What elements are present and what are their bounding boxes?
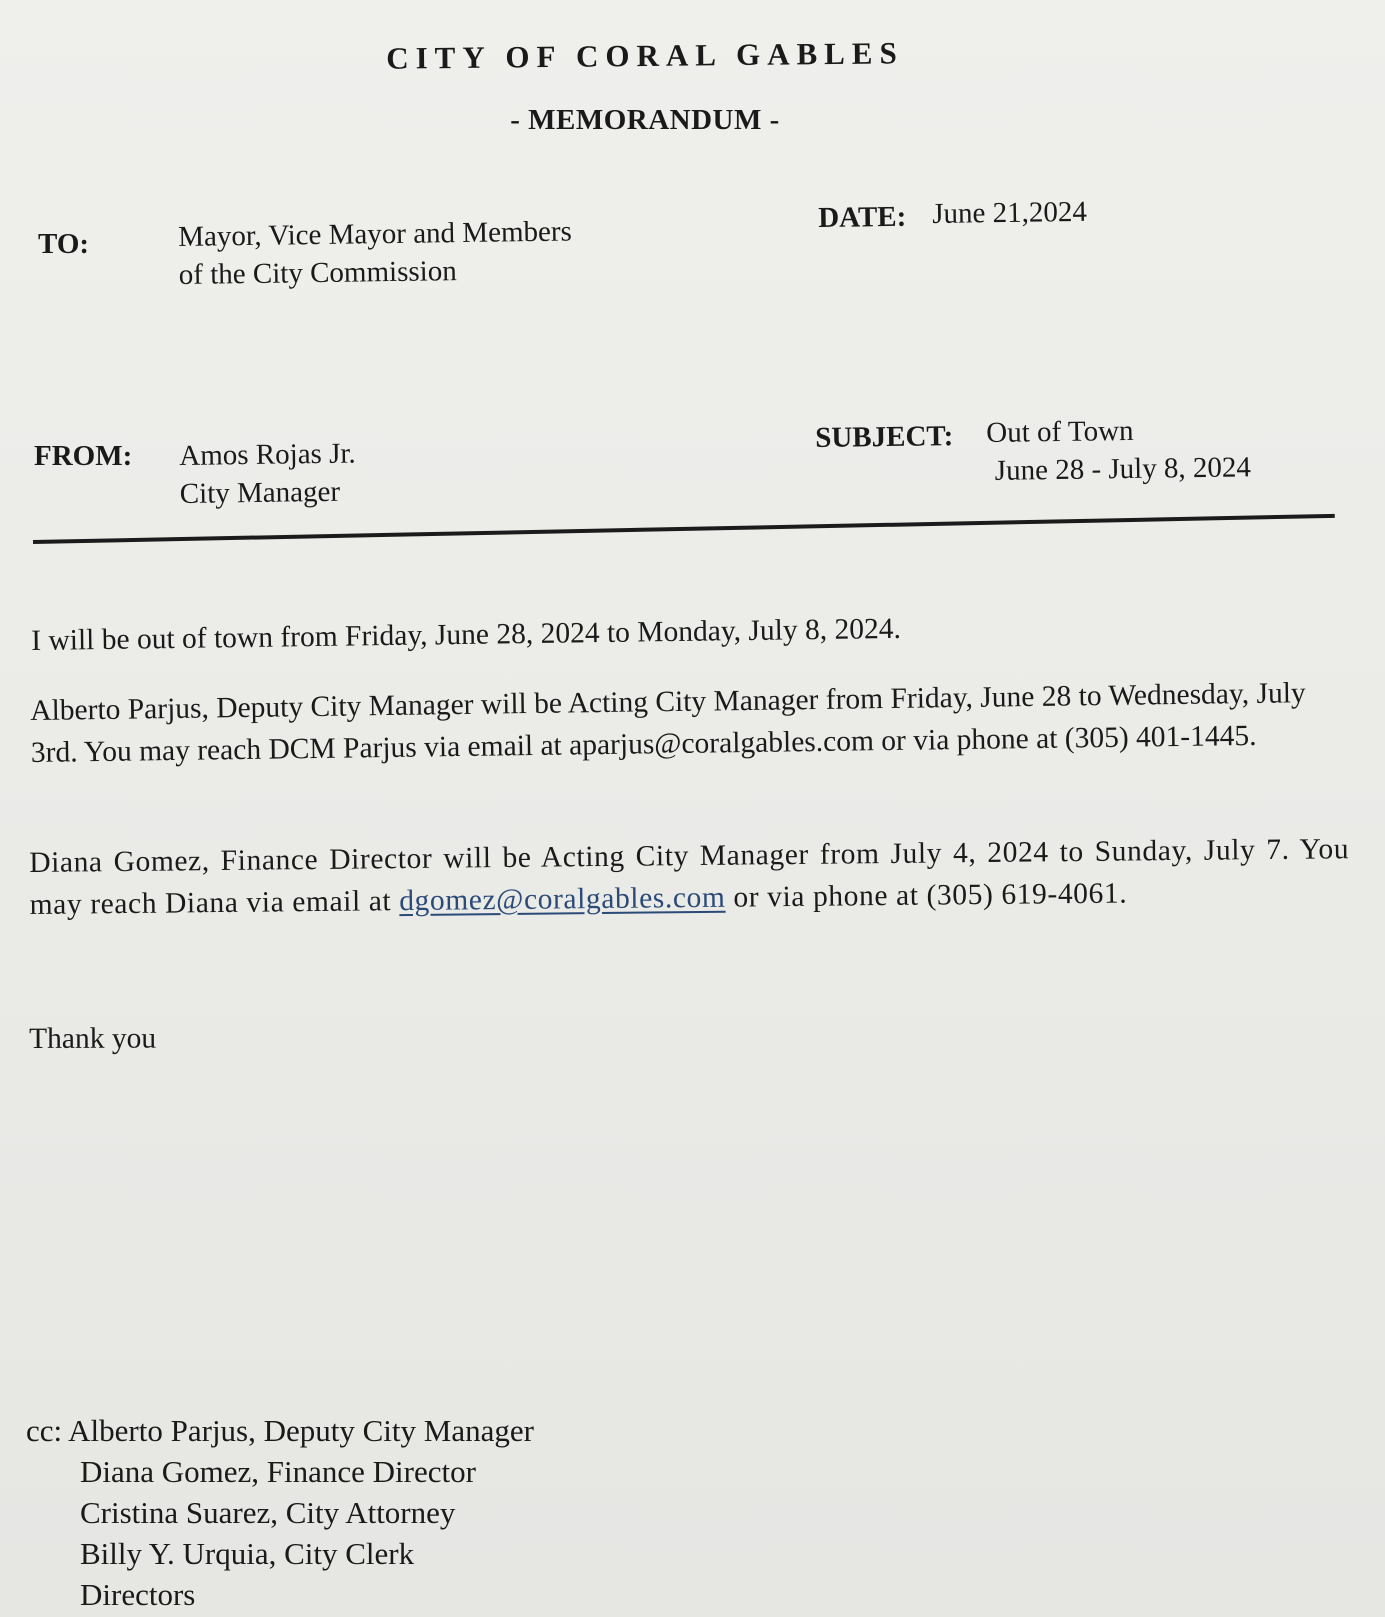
from-sender bbox=[179, 435, 356, 513]
body-paragraph-2: Alberto Parjus, Deputy City Manager will be Acting City Manager from Friday, June 28 to Wednesday, July 3rd. You may reach DCM Parjus via email at aparjus@coralgables.com or via phone at (305) 401-1445. bbox=[30, 677, 1306, 769]
cc-item: Cristina Suarez, City Attorney bbox=[80, 1495, 456, 1530]
to-label: TO: bbox=[38, 228, 90, 260]
cc-item: Diana Gomez, Finance Director bbox=[80, 1454, 476, 1489]
cc-list bbox=[26, 1410, 534, 1615]
closing-text: Thank you bbox=[29, 1022, 157, 1055]
subject-label: SUBJECT: bbox=[815, 420, 954, 454]
from-name: Amos Rojas Jr. bbox=[179, 437, 356, 472]
date-value: June 21,2024 bbox=[932, 195, 1088, 230]
document-type-title: - MEMORANDUM - bbox=[510, 104, 780, 136]
paragraph-3-text-start: Diana Gomez, Finance Director will be Acting City Manager from July 4, 2024 to Sunday, July 7. You may reach Diana via email at bbox=[29, 833, 1350, 921]
paragraph-3-text-end: or via phone at (305) 619-4061. bbox=[725, 877, 1128, 914]
to-line-1: Mayor, Vice Mayor and Members bbox=[178, 215, 573, 253]
cc-item: Billy Y. Urquia, City Clerk bbox=[80, 1536, 415, 1571]
from-title: City Manager bbox=[179, 475, 341, 510]
cc-first-line: cc: Alberto Parjus, Deputy City Manager bbox=[26, 1413, 534, 1448]
organization-title: CITY OF CORAL GABLES bbox=[386, 35, 904, 76]
header-divider bbox=[33, 514, 1335, 544]
to-line-2: of the City Commission bbox=[178, 255, 457, 291]
subject-value bbox=[986, 410, 1251, 490]
body-paragraph-1: I will be out of town from Friday, June 28, 2024 to Monday, July 8, 2024. bbox=[31, 612, 902, 657]
subject-line-2: June 28 - July 8, 2024 bbox=[994, 451, 1252, 487]
date-label: DATE: bbox=[818, 200, 907, 234]
subject-line-1: Out of Town bbox=[986, 414, 1134, 449]
email-link-dgomez[interactable]: dgomez@coralgables.com bbox=[399, 881, 726, 918]
from-label: FROM: bbox=[34, 440, 133, 472]
body-paragraph-3 bbox=[29, 828, 1350, 926]
to-recipients bbox=[178, 213, 573, 294]
cc-item: Directors bbox=[80, 1577, 196, 1612]
